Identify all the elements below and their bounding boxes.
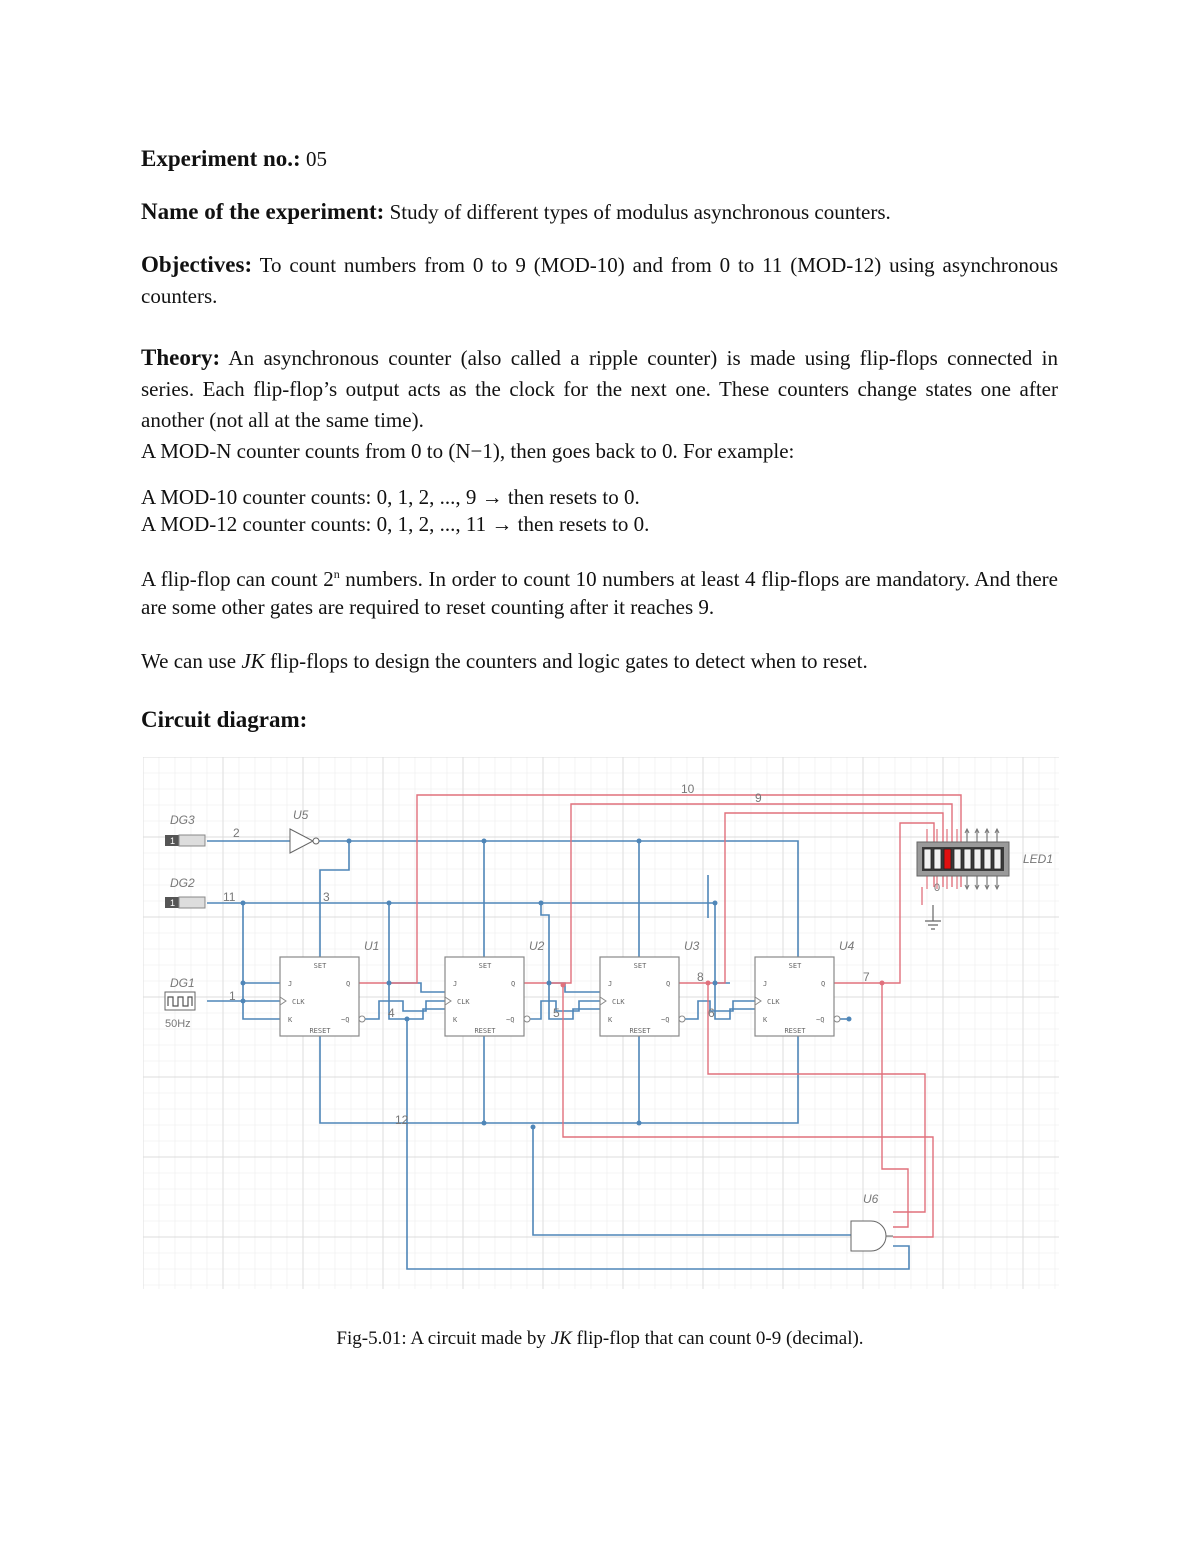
ff-reset-pin: RESET [474, 1027, 496, 1035]
ff-reset-pin: RESET [784, 1027, 806, 1035]
experiment-name-label: Name of the experiment: [141, 199, 385, 224]
ff-clk-pin: CLK [612, 998, 625, 1006]
ff-label-u1: U1 [364, 939, 380, 953]
led-segment [934, 849, 941, 869]
ff-qbar-pin: ~Q [341, 1016, 350, 1024]
led1-label: LED1 [1023, 852, 1054, 866]
ff-j-pin: J [288, 980, 293, 988]
inverter-u5 [290, 808, 319, 853]
source-dg1 [165, 976, 195, 1030]
flip-flops [280, 939, 855, 1036]
dg1-label: DG1 [170, 976, 195, 990]
jk-italic: JK [241, 649, 265, 673]
wire-label-4: 4 [388, 1006, 395, 1020]
ff-qbar-bubble [834, 1016, 840, 1022]
wire-label-11: 11 [223, 890, 236, 904]
ff-qbar-pin: ~Q [661, 1016, 670, 1024]
led-pin-label: 0 [934, 882, 941, 894]
wire-q1-and [407, 1019, 909, 1269]
exponent-n: n [333, 567, 340, 581]
wire-q3-clk4 [678, 1001, 755, 1019]
jk-paragraph [141, 646, 1058, 677]
caption-suffix: flip-flop that can count 0-9 (decimal). [571, 1328, 864, 1349]
ff-k-pin: K [763, 1016, 768, 1024]
ff-set-pin: SET [478, 962, 492, 970]
ff-k-pin: K [288, 1016, 293, 1024]
experiment-number-label: Experiment no.: [141, 146, 301, 171]
ff-reset-pin: RESET [629, 1027, 651, 1035]
ff-label-u2: U2 [529, 939, 545, 953]
theory-text: An asynchronous counter (also called a ripple counter) is made using flip-flops connected in series. Each flip-flop’s output acts as the clock for the next one. These counters change states one after another (not all at the same time). [141, 346, 1058, 432]
wire-label-8: 8 [697, 970, 704, 984]
ff-q-pin: Q [511, 980, 516, 988]
wire-q1-clk2 [359, 1001, 445, 1019]
wire-label-12: 12 [395, 1113, 409, 1127]
flipflop-u1 [280, 939, 379, 1036]
experiment-name: Study of different types of modulus asynchronous counters. [389, 200, 891, 224]
wire-q2-clk3 [523, 1001, 600, 1019]
ff-j-pin: J [608, 980, 613, 988]
ff-label-u3: U3 [684, 939, 700, 953]
caption-prefix: Fig-5.01: A circuit made by [336, 1328, 551, 1349]
theory-mod-n: A MOD-N counter counts from 0 to (N−1), then goes back to 0. For example: [141, 439, 795, 463]
u6-label: U6 [863, 1192, 879, 1206]
source-dg2 [165, 876, 205, 908]
source-dg3 [165, 813, 205, 846]
wire-label-2: 2 [233, 826, 240, 840]
objectives-paragraph [141, 249, 1058, 312]
ff-clk-pin: CLK [767, 998, 780, 1006]
ff-j-pin: J [763, 980, 768, 988]
ff-qbar-pin: ~Q [506, 1016, 515, 1024]
ff-q-pin: Q [346, 980, 351, 988]
led-segment [944, 849, 951, 869]
theory-paragraph [141, 342, 1058, 436]
experiment-number: 05 [305, 147, 327, 171]
flipflop-paragraph [141, 565, 1058, 621]
wire-label-1: 1 [229, 989, 236, 1003]
experiment-number-line [141, 143, 1058, 175]
ff-qbar-pin: ~Q [816, 1016, 825, 1024]
objectives-text: To count numbers from 0 to 9 (MOD-10) and from 0 to 11 (MOD-12) using asynchronous counters. [141, 253, 1058, 308]
ff-reset-pin: RESET [309, 1027, 331, 1035]
led-pins-top [927, 829, 999, 842]
mod12-example: A MOD-12 counter counts: 0, 1, 2, ..., 11 → then resets to 0. [141, 512, 650, 536]
caption-italic: JK [550, 1328, 572, 1349]
ff-qbar-bubble [679, 1016, 685, 1022]
wire-label-5: 5 [553, 1006, 560, 1020]
ff-j-pin: J [453, 980, 458, 988]
experiment-name-line [141, 196, 1058, 228]
led-segment [954, 849, 961, 869]
ff-set-pin: SET [633, 962, 647, 970]
led-bargraph [917, 829, 1053, 929]
figure-caption [0, 1328, 1200, 1350]
flipflop-u4 [755, 939, 855, 1036]
circuit-heading: Circuit diagram: [141, 707, 308, 732]
flipflop-text-a: A flip-flop can count 2 [141, 567, 334, 591]
wire-q2-led [514, 804, 952, 983]
wire-label-10: 10 [681, 782, 695, 796]
wire-q1-led [359, 795, 961, 983]
led-segment [964, 849, 971, 869]
ff-qbar-bubble [359, 1016, 365, 1022]
dg2-label: DG2 [170, 876, 195, 890]
ff-q-pin: Q [666, 980, 671, 988]
ff-label-u4: U4 [839, 939, 855, 953]
wire-label-9: 9 [755, 791, 762, 805]
led-segment [974, 849, 981, 869]
and-gate-u6 [851, 1192, 893, 1251]
theory-label: Theory: [141, 345, 221, 370]
ff-k-pin: K [608, 1016, 613, 1024]
ff-clk-pin: CLK [292, 998, 305, 1006]
wire-label-6: 6 [708, 1006, 715, 1020]
ff-qbar-bubble [524, 1016, 530, 1022]
ff-set-pin: SET [313, 962, 327, 970]
circuit-diagram [143, 757, 1059, 1289]
mod10-example: A MOD-10 counter counts: 0, 1, 2, ..., 9 → then resets to 0. [141, 485, 640, 509]
led-segment [984, 849, 991, 869]
dg1-frequency: 50Hz [165, 1018, 191, 1030]
ff-q-pin: Q [821, 980, 826, 988]
wire-label-3: 3 [323, 890, 330, 904]
wire-and-reset [533, 1127, 851, 1235]
dg3-label: DG3 [170, 813, 195, 827]
led-segment [924, 849, 931, 869]
u5-label: U5 [293, 808, 309, 822]
ff-set-pin: SET [788, 962, 802, 970]
flipflop-u3 [600, 939, 700, 1036]
jk-text-a: We can use [141, 649, 242, 673]
wire-label-7: 7 [863, 970, 870, 984]
objectives-label: Objectives: [141, 252, 253, 277]
flipflop-text-b: numbers. In order to count 10 numbers at least 4 flip-flops are mandatory. And there are some other gates are required to reset counting after it reaches 9. [141, 567, 1058, 619]
dg3-value: 1 [170, 836, 176, 846]
ff-k-pin: K [453, 1016, 458, 1024]
led-segment [994, 849, 1001, 869]
jk-text-b: flip-flops to design the counters and logic gates to detect when to reset. [264, 649, 868, 673]
ff-clk-pin: CLK [457, 998, 470, 1006]
dg2-value: 1 [170, 898, 176, 908]
